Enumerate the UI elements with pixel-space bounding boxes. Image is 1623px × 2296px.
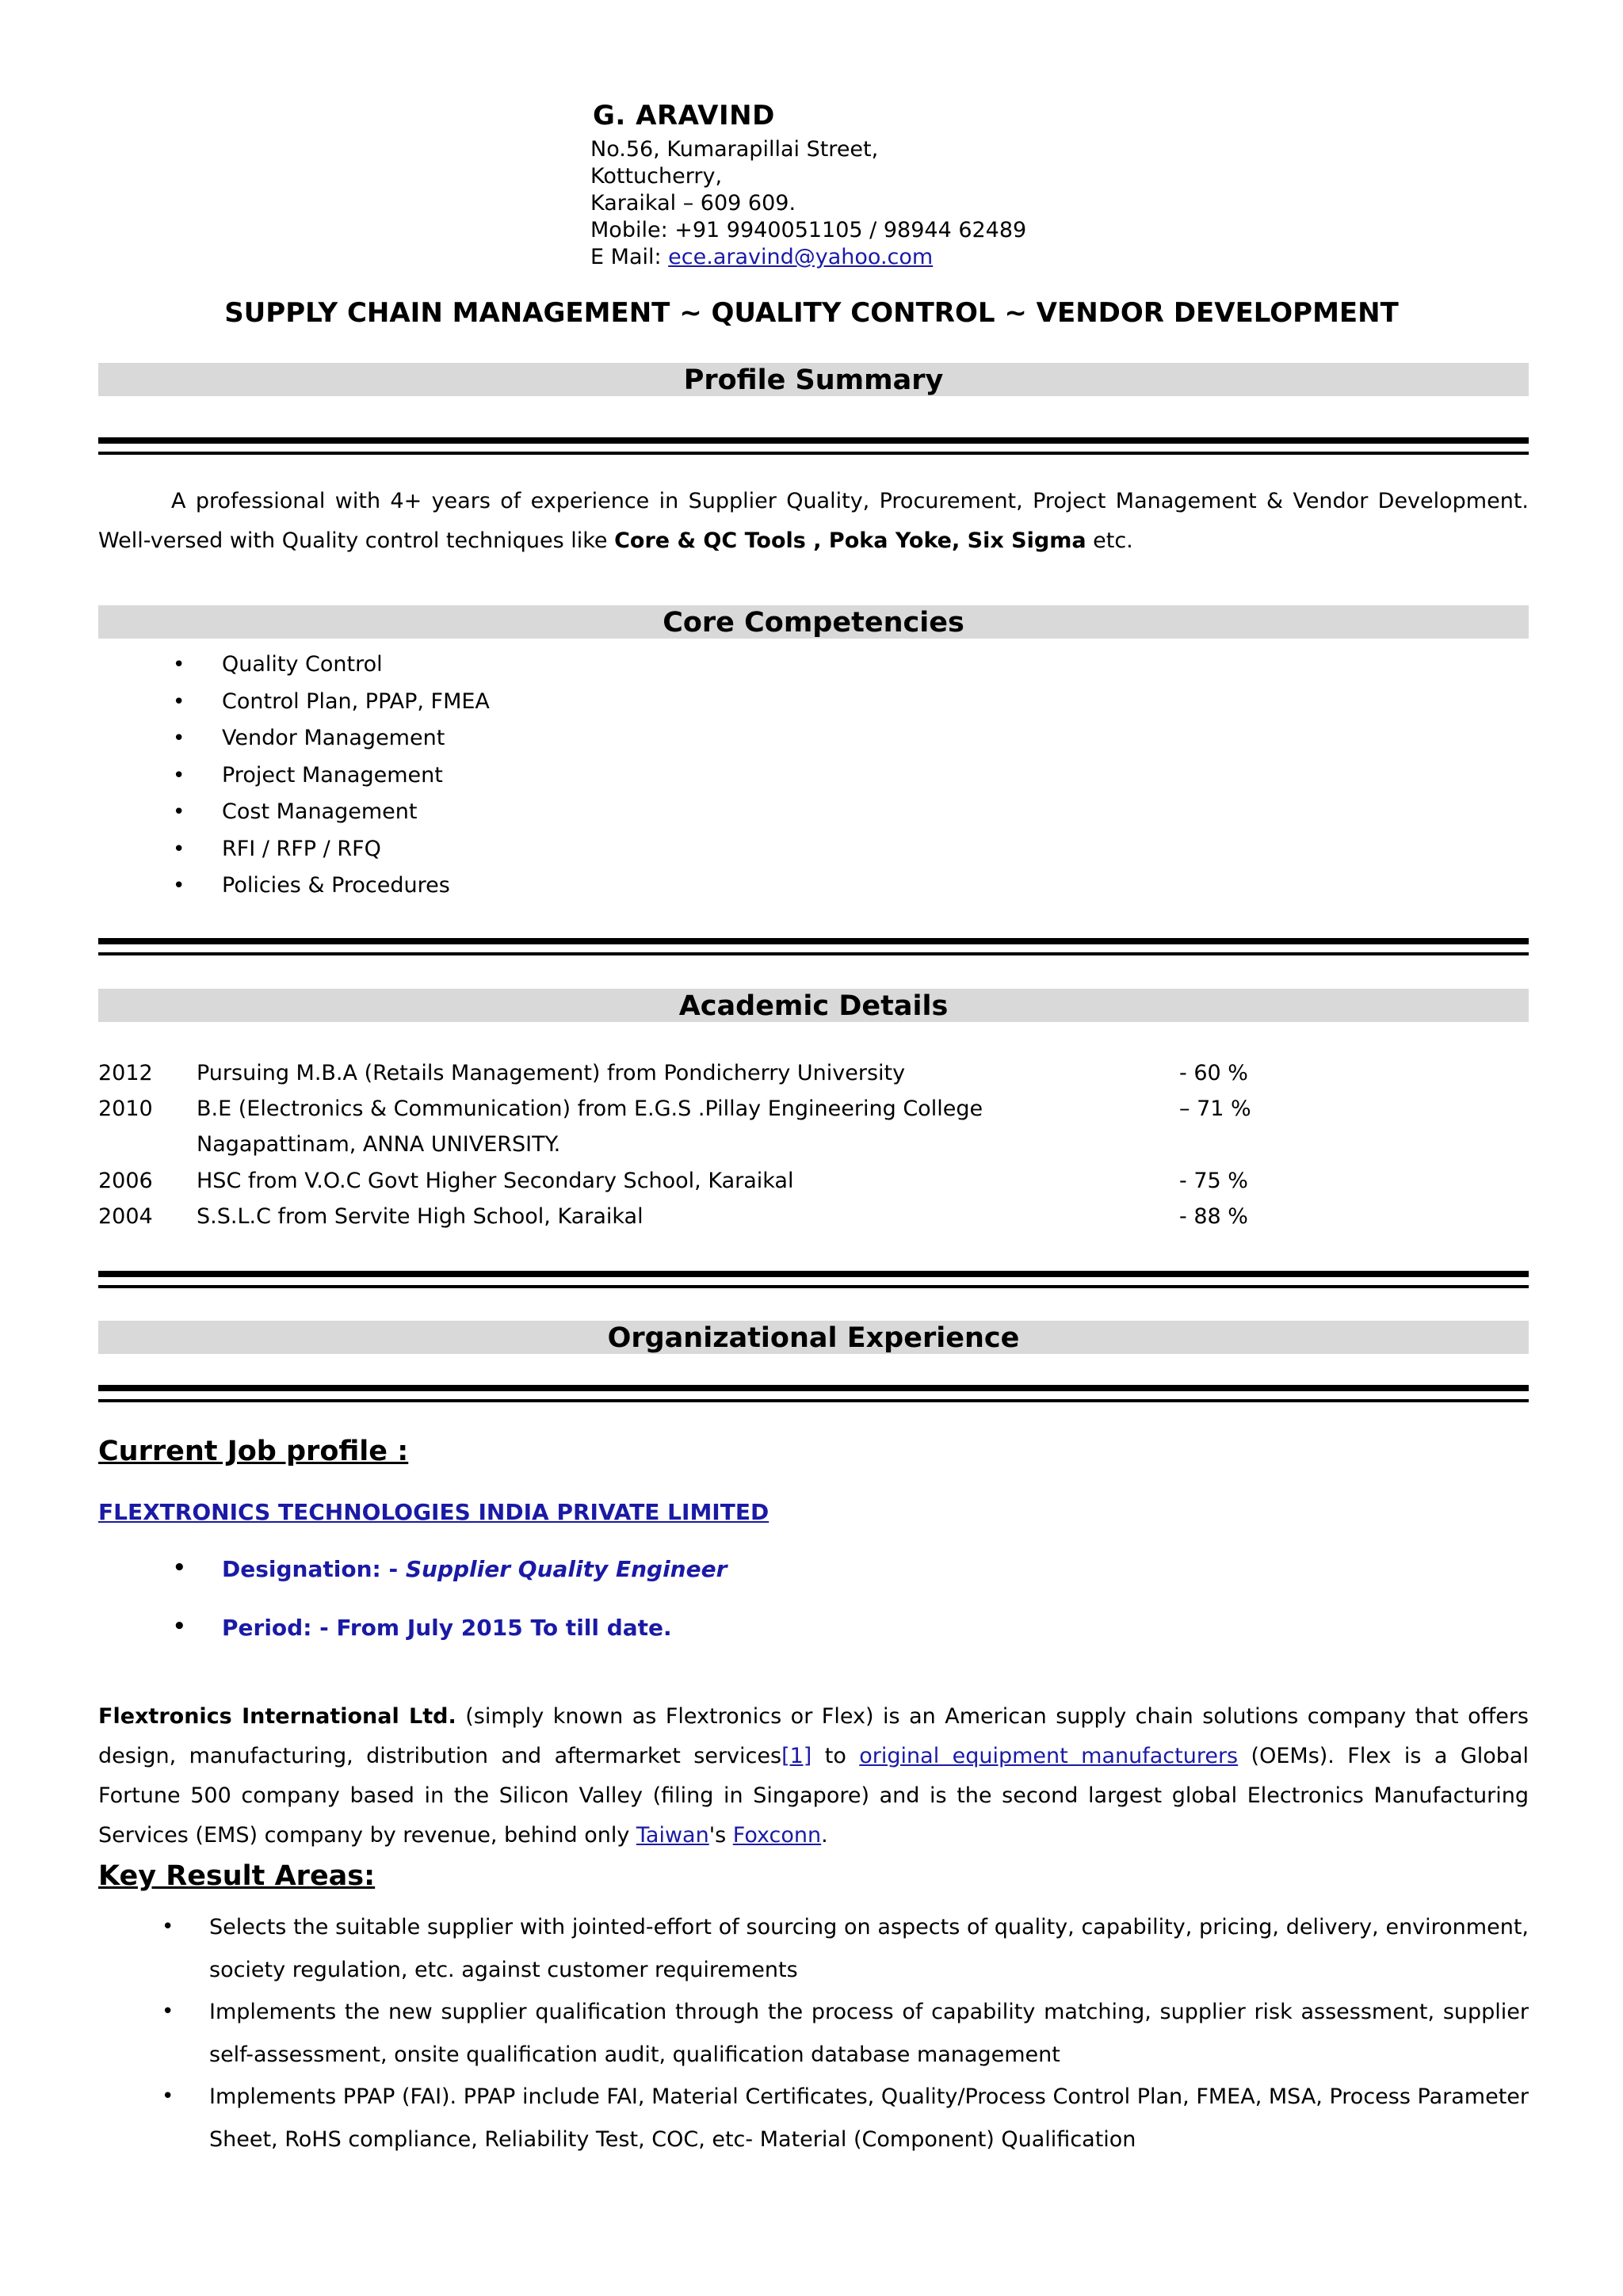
foxconn-link[interactable]: Foxconn: [732, 1823, 822, 1848]
list-item: [98, 868, 1529, 905]
competency-label: Vendor Management: [222, 726, 445, 750]
academic-details-heading: Academic Details: [98, 989, 1529, 1022]
competency-label: Cost Management: [222, 799, 418, 824]
table-row: [98, 1199, 1529, 1234]
academic-description: Pursuing M.B.A (Retails Management) from Pondicherry University: [197, 1061, 906, 1085]
competency-label: Quality Control: [222, 652, 383, 677]
designation-value: Supplier Quality Engineer: [405, 1556, 727, 1582]
kra-text: Implements PPAP (FAI). PPAP include FAI, Material Certificates, Quality/Process Control Plan, FMEA, MSA, Process Parameter Sheet, RoHS compliance, Reliability Test, COC, etc- Material (Component) Qualification: [209, 2084, 1529, 2152]
about-text-1: (simply known as Flextronics or Flex) is an American supply chain solutions company that offers design, manufacturing, distribution and aftermarket services: [98, 1704, 1529, 1768]
address-line-2: Kottucherry,: [590, 164, 723, 189]
academic-description: S.S.L.C from Servite High School, Karaikal: [197, 1204, 643, 1229]
company-name-bold: Flextronics International Ltd.: [98, 1704, 456, 1729]
taiwan-link[interactable]: Taiwan: [636, 1823, 709, 1848]
section-divider: [98, 938, 1529, 955]
about-text-4: 's: [708, 1823, 733, 1848]
competency-label: Project Management: [222, 762, 443, 788]
email-link[interactable]: ece.aravind@yahoo.com: [668, 245, 934, 269]
academic-description: Nagapattinam, ANNA UNIVERSITY.: [197, 1132, 561, 1157]
academic-year: 2010: [98, 1097, 153, 1121]
profile-text-part1: A professional with 4+ years of experience in Supplier Quality, Procurement, Project Management & Vendor Development. Well-versed with Quality control techniques like: [98, 489, 1529, 553]
section-divider: [98, 437, 1529, 455]
table-row: [98, 1163, 1529, 1199]
list-item: [98, 684, 1529, 721]
list-item: [98, 1991, 1529, 2076]
bullet-icon: •: [173, 763, 185, 788]
list-item: [98, 720, 1529, 757]
bullet-icon: •: [173, 837, 185, 861]
kra-list: [98, 1906, 1529, 2161]
key-result-areas-heading: Key Result Areas:: [98, 1860, 376, 1892]
competency-label: RFI / RFP / RFQ: [222, 836, 381, 861]
current-job-heading: Current Job profile :: [98, 1436, 409, 1467]
kra-text: Implements the new supplier qualification through the process of capability matching, supplier risk assessment, supplier self-assessment, onsite qualification audit, qualification database management: [209, 2000, 1529, 2067]
table-row: [98, 1091, 1529, 1127]
reference-link[interactable]: [1]: [781, 1744, 812, 1768]
competency-label: Policies & Procedures: [222, 873, 450, 898]
list-item: [98, 2076, 1529, 2161]
about-text-5: .: [821, 1823, 828, 1848]
academic-description: HSC from V.O.C Govt Higher Secondary School, Karaikal: [197, 1169, 794, 1193]
bullet-icon: •: [162, 1915, 174, 1939]
profile-summary-text: [98, 482, 1529, 561]
academic-percentage: - 75 %: [1179, 1169, 1248, 1193]
bullet-icon: •: [173, 1615, 186, 1638]
bullet-icon: •: [173, 653, 185, 677]
bullet-icon: •: [173, 800, 185, 824]
list-item: [98, 794, 1529, 831]
academic-year: 2004: [98, 1204, 153, 1229]
address-line-1: No.56, Kumarapillai Street,: [590, 137, 879, 162]
list-item: [98, 757, 1529, 795]
bullet-icon: •: [173, 727, 185, 750]
list-item: [98, 1906, 1529, 1991]
email-label: E Mail:: [590, 245, 669, 269]
about-text-2: to: [812, 1744, 860, 1768]
bullet-icon: •: [173, 874, 185, 898]
designation-item: [98, 1556, 1529, 1588]
period-item: [98, 1615, 1529, 1646]
academic-percentage: – 71 %: [1179, 1097, 1251, 1121]
profile-summary-heading: Profile Summary: [98, 363, 1529, 396]
academic-percentage: - 88 %: [1179, 1204, 1248, 1229]
company-link[interactable]: FLEXTRONICS TECHNOLOGIES INDIA PRIVATE LIMITED: [98, 1499, 769, 1525]
period-text: Period: - From July 2015 To till date.: [222, 1615, 672, 1641]
competencies-list: [98, 646, 1529, 905]
email-line: [590, 244, 933, 271]
competency-label: Control Plan, PPAP, FMEA: [222, 688, 490, 714]
profile-text-bold: Core & QC Tools , Poka Yoke, Six Sigma: [614, 528, 1086, 553]
company-about-text: [98, 1697, 1529, 1855]
bullet-icon: •: [173, 689, 185, 714]
profile-text-part2: etc.: [1086, 528, 1133, 553]
career-tagline: SUPPLY CHAIN MANAGEMENT ~ QUALITY CONTROL ~ VENDOR DEVELOPMENT: [224, 297, 1399, 329]
core-competencies-heading: Core Competencies: [98, 605, 1529, 639]
academic-percentage: - 60 %: [1179, 1061, 1248, 1085]
bullet-icon: •: [162, 2084, 174, 2108]
list-item: [98, 831, 1529, 868]
section-divider: [98, 1385, 1529, 1402]
mobile-line: Mobile: +91 9940051105 / 98944 62489: [590, 218, 1027, 242]
academic-description: B.E (Electronics & Communication) from E.G.S .Pillay Engineering College: [197, 1097, 983, 1121]
bullet-icon: •: [162, 2000, 174, 2023]
list-item: [98, 646, 1529, 684]
organizational-experience-heading: Organizational Experience: [98, 1321, 1529, 1354]
section-divider: [98, 1271, 1529, 1288]
table-row: [98, 1055, 1529, 1091]
address-line-3: Karaikal – 609 609.: [590, 191, 796, 215]
about-text-3: (OEMs). Flex is a Global Fortune 500 company based in the Silicon Valley (filing in Singapore) and is the second largest global Electronics Manufacturing Services (EMS) company by revenue, behind only: [98, 1744, 1529, 1848]
bullet-icon: •: [173, 1556, 186, 1580]
kra-text: Selects the suitable supplier with jointed-effort of sourcing on aspects of quality, capability, pricing, delivery, environment, society regulation, etc. against customer requirements: [209, 1915, 1529, 1982]
academic-year: 2012: [98, 1061, 153, 1085]
table-row: [98, 1127, 1529, 1162]
academic-year: 2006: [98, 1169, 153, 1193]
candidate-name: G. ARAVIND: [593, 100, 775, 132]
designation-label: Designation: -: [222, 1556, 406, 1582]
oem-link[interactable]: original equipment manufacturers: [859, 1744, 1239, 1768]
